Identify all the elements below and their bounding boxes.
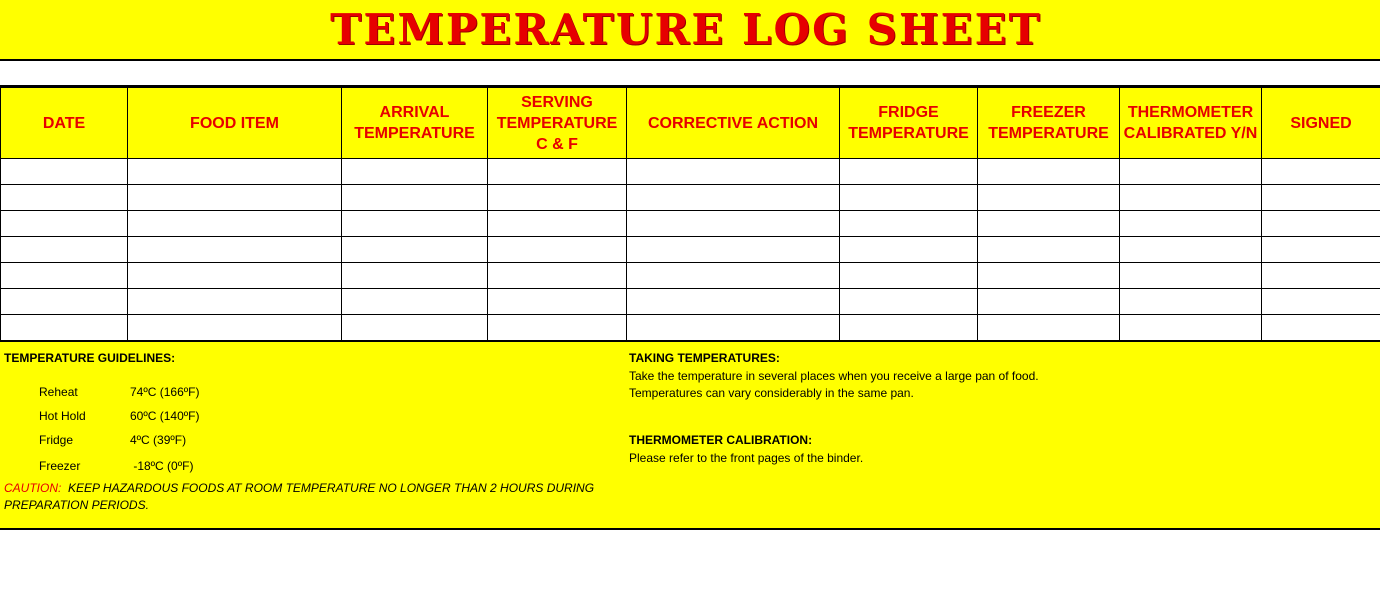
cell-fridge-temperature[interactable] <box>840 263 978 289</box>
cell-arrival-temperature[interactable] <box>342 211 488 237</box>
cell-food-item[interactable] <box>128 159 342 185</box>
title-bar <box>0 0 1380 61</box>
cell-arrival-temperature[interactable] <box>342 263 488 289</box>
cell-arrival-temperature[interactable] <box>342 185 488 211</box>
cell-signed[interactable] <box>1262 263 1380 289</box>
cell-signed[interactable] <box>1262 237 1380 263</box>
cell-serving-temperature[interactable] <box>488 289 627 315</box>
page-title: TEMPERATURE LOG SHEET <box>330 5 1042 54</box>
header-date: DATE <box>1 88 128 159</box>
cell-serving-temperature[interactable] <box>488 263 627 289</box>
cell-corrective-action[interactable] <box>627 263 840 289</box>
header-food-item: FOOD ITEM <box>128 88 342 159</box>
cell-thermometer-calibrated[interactable] <box>1120 159 1262 185</box>
cell-freezer-temperature[interactable] <box>978 263 1120 289</box>
cell-corrective-action[interactable] <box>627 211 840 237</box>
cell-corrective-action[interactable] <box>627 289 840 315</box>
cell-arrival-temperature[interactable] <box>342 315 488 341</box>
cell-freezer-temperature[interactable] <box>978 237 1120 263</box>
guideline-reheat-label: Reheat <box>39 385 78 399</box>
cell-freezer-temperature[interactable] <box>978 315 1120 341</box>
cell-arrival-temperature[interactable] <box>342 159 488 185</box>
taking-temperatures-line-2: Temperatures can vary considerably in the same pan. <box>629 386 914 400</box>
cell-fridge-temperature[interactable] <box>840 211 978 237</box>
cell-date[interactable] <box>1 315 128 341</box>
cell-signed[interactable] <box>1262 315 1380 341</box>
cell-serving-temperature[interactable] <box>488 185 627 211</box>
table-row <box>1 211 1380 237</box>
header-row <box>1 88 1380 159</box>
caution-text: KEEP HAZARDOUS FOODS AT ROOM TEMPERATURE NO LONGER THAN 2 HOURS DURING PREPARATION PERIODS. <box>4 481 598 512</box>
cell-food-item[interactable] <box>128 237 342 263</box>
cell-fridge-temperature[interactable] <box>840 289 978 315</box>
table-row <box>1 315 1380 341</box>
cell-signed[interactable] <box>1262 211 1380 237</box>
cell-thermometer-calibrated[interactable] <box>1120 315 1262 341</box>
header-thermometer-calibrated: THERMOMETER CALIBRATED Y/N <box>1120 88 1262 159</box>
calibration-text: Please refer to the front pages of the binder. <box>629 451 864 465</box>
header-signed: SIGNED <box>1262 88 1380 159</box>
cell-date[interactable] <box>1 237 128 263</box>
cell-food-item[interactable] <box>128 289 342 315</box>
cell-corrective-action[interactable] <box>627 237 840 263</box>
table-row <box>1 159 1380 185</box>
cell-corrective-action[interactable] <box>627 185 840 211</box>
cell-serving-temperature[interactable] <box>488 237 627 263</box>
guideline-freezer-value: -18ºC (0ºF) <box>130 459 194 473</box>
taking-temperatures-heading: TAKING TEMPERATURES: <box>629 351 780 365</box>
cell-thermometer-calibrated[interactable] <box>1120 185 1262 211</box>
cell-corrective-action[interactable] <box>627 159 840 185</box>
cell-date[interactable] <box>1 263 128 289</box>
cell-corrective-action[interactable] <box>627 315 840 341</box>
log-table <box>0 87 1380 341</box>
log-table-body <box>1 159 1380 341</box>
table-row <box>1 289 1380 315</box>
guideline-reheat-value: 74ºC (166ºF) <box>130 385 200 399</box>
cell-date[interactable] <box>1 289 128 315</box>
table-row <box>1 263 1380 289</box>
cell-freezer-temperature[interactable] <box>978 289 1120 315</box>
cell-freezer-temperature[interactable] <box>978 159 1120 185</box>
cell-fridge-temperature[interactable] <box>840 185 978 211</box>
guideline-hot-hold-value: 60ºC (140ºF) <box>130 409 200 423</box>
cell-thermometer-calibrated[interactable] <box>1120 289 1262 315</box>
taking-temperatures-line-1: Take the temperature in several places when you receive a large pan of food. <box>629 369 1039 383</box>
guideline-fridge-value: 4ºC (39ºF) <box>130 433 187 447</box>
header-serving-temperature: SERVING TEMPERATURE C & F <box>488 88 627 159</box>
table-row <box>1 185 1380 211</box>
cell-serving-temperature[interactable] <box>488 315 627 341</box>
cell-freezer-temperature[interactable] <box>978 185 1120 211</box>
caution-label: CAUTION: <box>4 481 62 495</box>
cell-date[interactable] <box>1 211 128 237</box>
header-fridge-temperature: FRIDGE TEMPERATURE <box>840 88 978 159</box>
guidelines-heading: TEMPERATURE GUIDELINES: <box>4 351 176 365</box>
cell-arrival-temperature[interactable] <box>342 289 488 315</box>
cell-thermometer-calibrated[interactable] <box>1120 237 1262 263</box>
cell-signed[interactable] <box>1262 159 1380 185</box>
cell-date[interactable] <box>1 185 128 211</box>
cell-date[interactable] <box>1 159 128 185</box>
cell-thermometer-calibrated[interactable] <box>1120 211 1262 237</box>
cell-freezer-temperature[interactable] <box>978 211 1120 237</box>
cell-thermometer-calibrated[interactable] <box>1120 263 1262 289</box>
cell-food-item[interactable] <box>128 315 342 341</box>
cell-arrival-temperature[interactable] <box>342 237 488 263</box>
caution-note <box>4 480 614 514</box>
header-corrective-action: CORRECTIVE ACTION <box>627 88 840 159</box>
cell-serving-temperature[interactable] <box>488 159 627 185</box>
guideline-freezer-label: Freezer <box>39 459 81 473</box>
cell-food-item[interactable] <box>128 263 342 289</box>
guideline-fridge-label: Fridge <box>39 433 74 447</box>
cell-signed[interactable] <box>1262 185 1380 211</box>
cell-fridge-temperature[interactable] <box>840 159 978 185</box>
cell-fridge-temperature[interactable] <box>840 315 978 341</box>
calibration-heading: THERMOMETER CALIBRATION: <box>629 433 813 447</box>
cell-food-item[interactable] <box>128 211 342 237</box>
blank-row[interactable] <box>0 61 1380 87</box>
footer-notes <box>0 341 1380 530</box>
header-arrival-temperature: ARRIVAL TEMPERATURE <box>342 88 488 159</box>
cell-serving-temperature[interactable] <box>488 211 627 237</box>
cell-fridge-temperature[interactable] <box>840 237 978 263</box>
header-freezer-temperature: FREEZER TEMPERATURE <box>978 88 1120 159</box>
guideline-hot-hold-label: Hot Hold <box>39 409 86 423</box>
cell-signed[interactable] <box>1262 289 1380 315</box>
table-row <box>1 237 1380 263</box>
cell-food-item[interactable] <box>128 185 342 211</box>
